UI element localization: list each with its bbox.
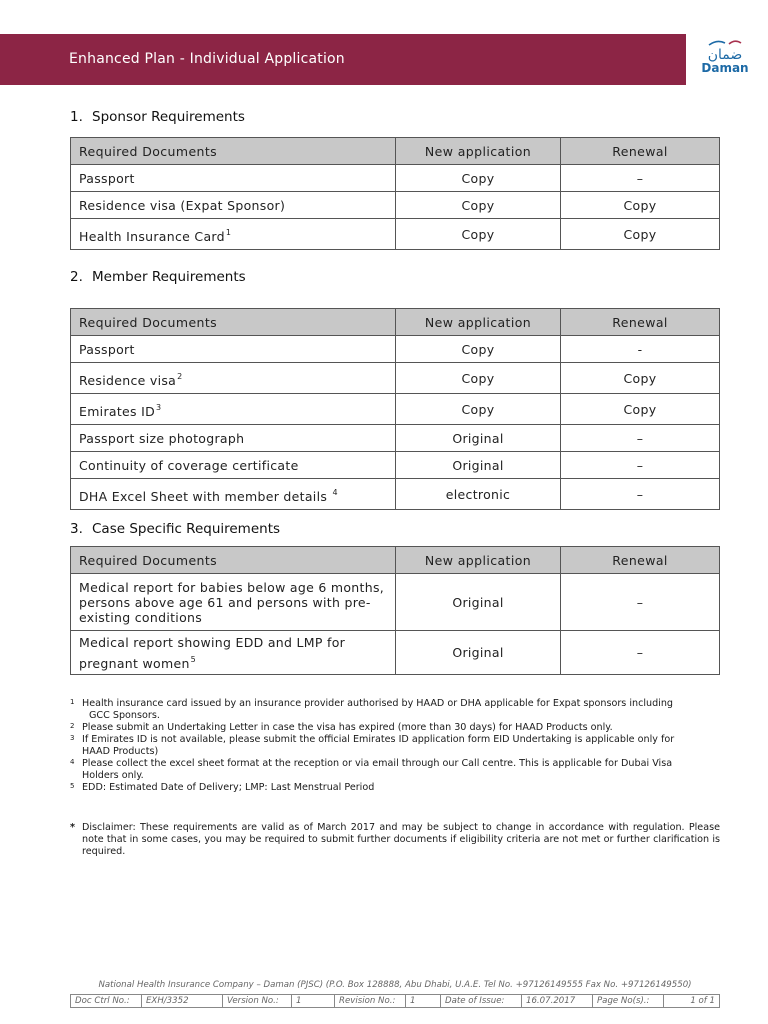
document-cell: Passport [71,336,396,363]
renewal-cell: – [561,631,720,675]
footnote-ref: 1 [225,228,232,237]
footnote [70,782,720,794]
column-header-documents: Required Documents [71,547,396,574]
column-header-new-application: New application [396,138,561,165]
document-control-table [70,994,720,1008]
footnote-ref: 4 [332,488,338,497]
new-application-cell: Copy [396,165,561,192]
new-application-cell: Original [396,574,561,631]
column-header-documents: Required Documents [71,309,396,336]
daman-logo [697,38,753,84]
document-cell: Medical report showing EDD and LMP for pregnant women$^5$ [71,631,396,675]
footnote-ref: 5 [190,655,197,664]
version-label: Version No.: [223,995,292,1008]
table-row [71,165,720,192]
table-row [71,363,720,394]
table-row [71,219,720,250]
document-cell: Emirates $ID^3$ [71,394,396,425]
footnote-text-cont: Holders only. [82,770,144,781]
renewal-cell: Copy [561,394,720,425]
new-application-cell: Original [396,631,561,675]
renewal-cell: Copy [561,192,720,219]
footnote-text: Please submit an Undertaking Letter in case the visa has expired (more than 30 days) for HAAD Products only. [82,722,613,733]
document-cell: Health Insurance Card$^1$ [71,219,396,250]
column-header-renewal: Renewal [561,138,720,165]
section-number: 1. [70,109,83,125]
doc-ctrl-label: Doc Ctrl No.: [71,995,142,1008]
renewal-cell: – [561,425,720,452]
table-header-row [71,309,720,336]
footer-company-line: National Health Insurance Company – Daman (PJSC) (P.O. Box 128888, Abu Dhabi, U.A.E. Tel No. +97126149555 Fax No. +97126149550) [98,980,692,990]
document-cell: Residence visa$^2$ [71,363,396,394]
document-control-row [71,995,720,1008]
table-row [71,425,720,452]
renewal-cell: - [561,336,720,363]
new-application-cell: Original [396,425,561,452]
table-row [71,192,720,219]
column-header-renewal: Renewal [561,547,720,574]
footnote-text-cont: GCC Sponsors. [89,710,160,721]
table-row [71,631,720,675]
footnote-text: Please collect the excel sheet format at the reception or via email through our Call centre. This is applicable for Dubai Visa [82,758,673,769]
new-application-cell: Copy [396,219,561,250]
footnote-mark: 4 [70,758,75,766]
footnote [70,758,720,782]
disclaimer-text: Disclaimer: These requirements are valid as of March 2017 and may be subject to change in accordance with regulation. Please note that in some cases, you may be required to submit further documents if eligibility criteria are not met or further clarification is required. [82,822,720,857]
new-application-cell: Copy [396,192,561,219]
footnote-text: EDD: Estimated Date of Delivery; LMP: Last Menstrual Period [82,782,375,793]
new-application-cell: Copy [396,394,561,425]
new-application-cell: Original [396,452,561,479]
logo-arabic-text: ضمان [707,47,743,63]
sponsor-requirements-table [70,137,720,250]
table-row [71,394,720,425]
footnote [70,722,720,734]
section-title-member [70,269,246,285]
column-header-documents: Required Documents [71,138,396,165]
table-row [71,336,720,363]
section-title-case-specific [70,521,280,537]
member-requirements-table [70,308,720,510]
column-header-new-application: New application [396,547,561,574]
table-row [71,479,720,510]
renewal-cell: – [561,165,720,192]
issue-date-value: 16.07.2017 [522,995,593,1008]
issue-date-label: Date of Issue: [441,995,522,1008]
footnote-text: If Emirates ID is not available, please submit the official Emirates ID application form EID Undertaking is applicable only for [82,734,675,745]
document-cell: DHA Excel Sheet with member details $^4$ [71,479,396,510]
section-heading: Member Requirements [92,269,246,285]
column-header-new-application: New application [396,309,561,336]
renewal-cell: – [561,452,720,479]
document-cell: Passport size photograph [71,425,396,452]
doc-ctrl-value: EXH/3352 [142,995,223,1008]
section-number: 3. [70,521,83,537]
new-application-cell: Copy [396,336,561,363]
table-row [71,452,720,479]
page-title: Enhanced Plan - Individual Application [69,51,345,67]
version-value: 1 [292,995,335,1008]
document-cell: Passport [71,165,396,192]
renewal-cell: Copy [561,219,720,250]
footnote-text-cont: HAAD Products) [82,746,159,757]
new-application-cell: Copy [396,363,561,394]
footnote [70,698,720,722]
footnote [70,734,720,758]
renewal-cell: – [561,574,720,631]
renewal-cell: Copy [561,363,720,394]
disclaimer [70,822,720,858]
document-cell: Medical report for babies below age 6 months, persons above age 61 and persons with pre-existing conditions [71,574,396,631]
footnote-mark: 1 [70,698,75,706]
column-header-renewal: Renewal [561,309,720,336]
case-specific-requirements-table [70,546,720,675]
footnote-mark: 3 [70,734,75,742]
footnote-ref: 2 [177,372,183,381]
section-heading: Sponsor Requirements [92,109,245,125]
revision-value: 1 [406,995,441,1008]
footnote-mark: 2 [70,722,75,730]
renewal-cell: – [561,479,720,510]
document-cell: Residence visa (Expat Sponsor) [71,192,396,219]
logo-latin-text: Daman [701,61,749,75]
footnotes [70,698,720,794]
document-cell: Continuity of coverage certificate [71,452,396,479]
new-application-cell: electronic [396,479,561,510]
disclaimer-mark: * [70,822,76,833]
pages-label: Page No(s).: [593,995,664,1008]
table-header-row [71,547,720,574]
footnote-text: Health insurance card issued by an insurance provider authorised by HAAD or DHA applicable for Expat sponsors including [82,698,674,709]
pages-value: 1 of 1 [664,995,720,1008]
revision-label: Revision No.: [335,995,406,1008]
footnote-mark: 5 [70,782,75,790]
section-number: 2. [70,269,83,285]
table-row [71,574,720,631]
table-header-row [71,138,720,165]
section-heading: Case Specific Requirements [92,521,281,537]
footnote-ref: 3 [156,403,162,412]
section-title-sponsor [70,109,245,125]
